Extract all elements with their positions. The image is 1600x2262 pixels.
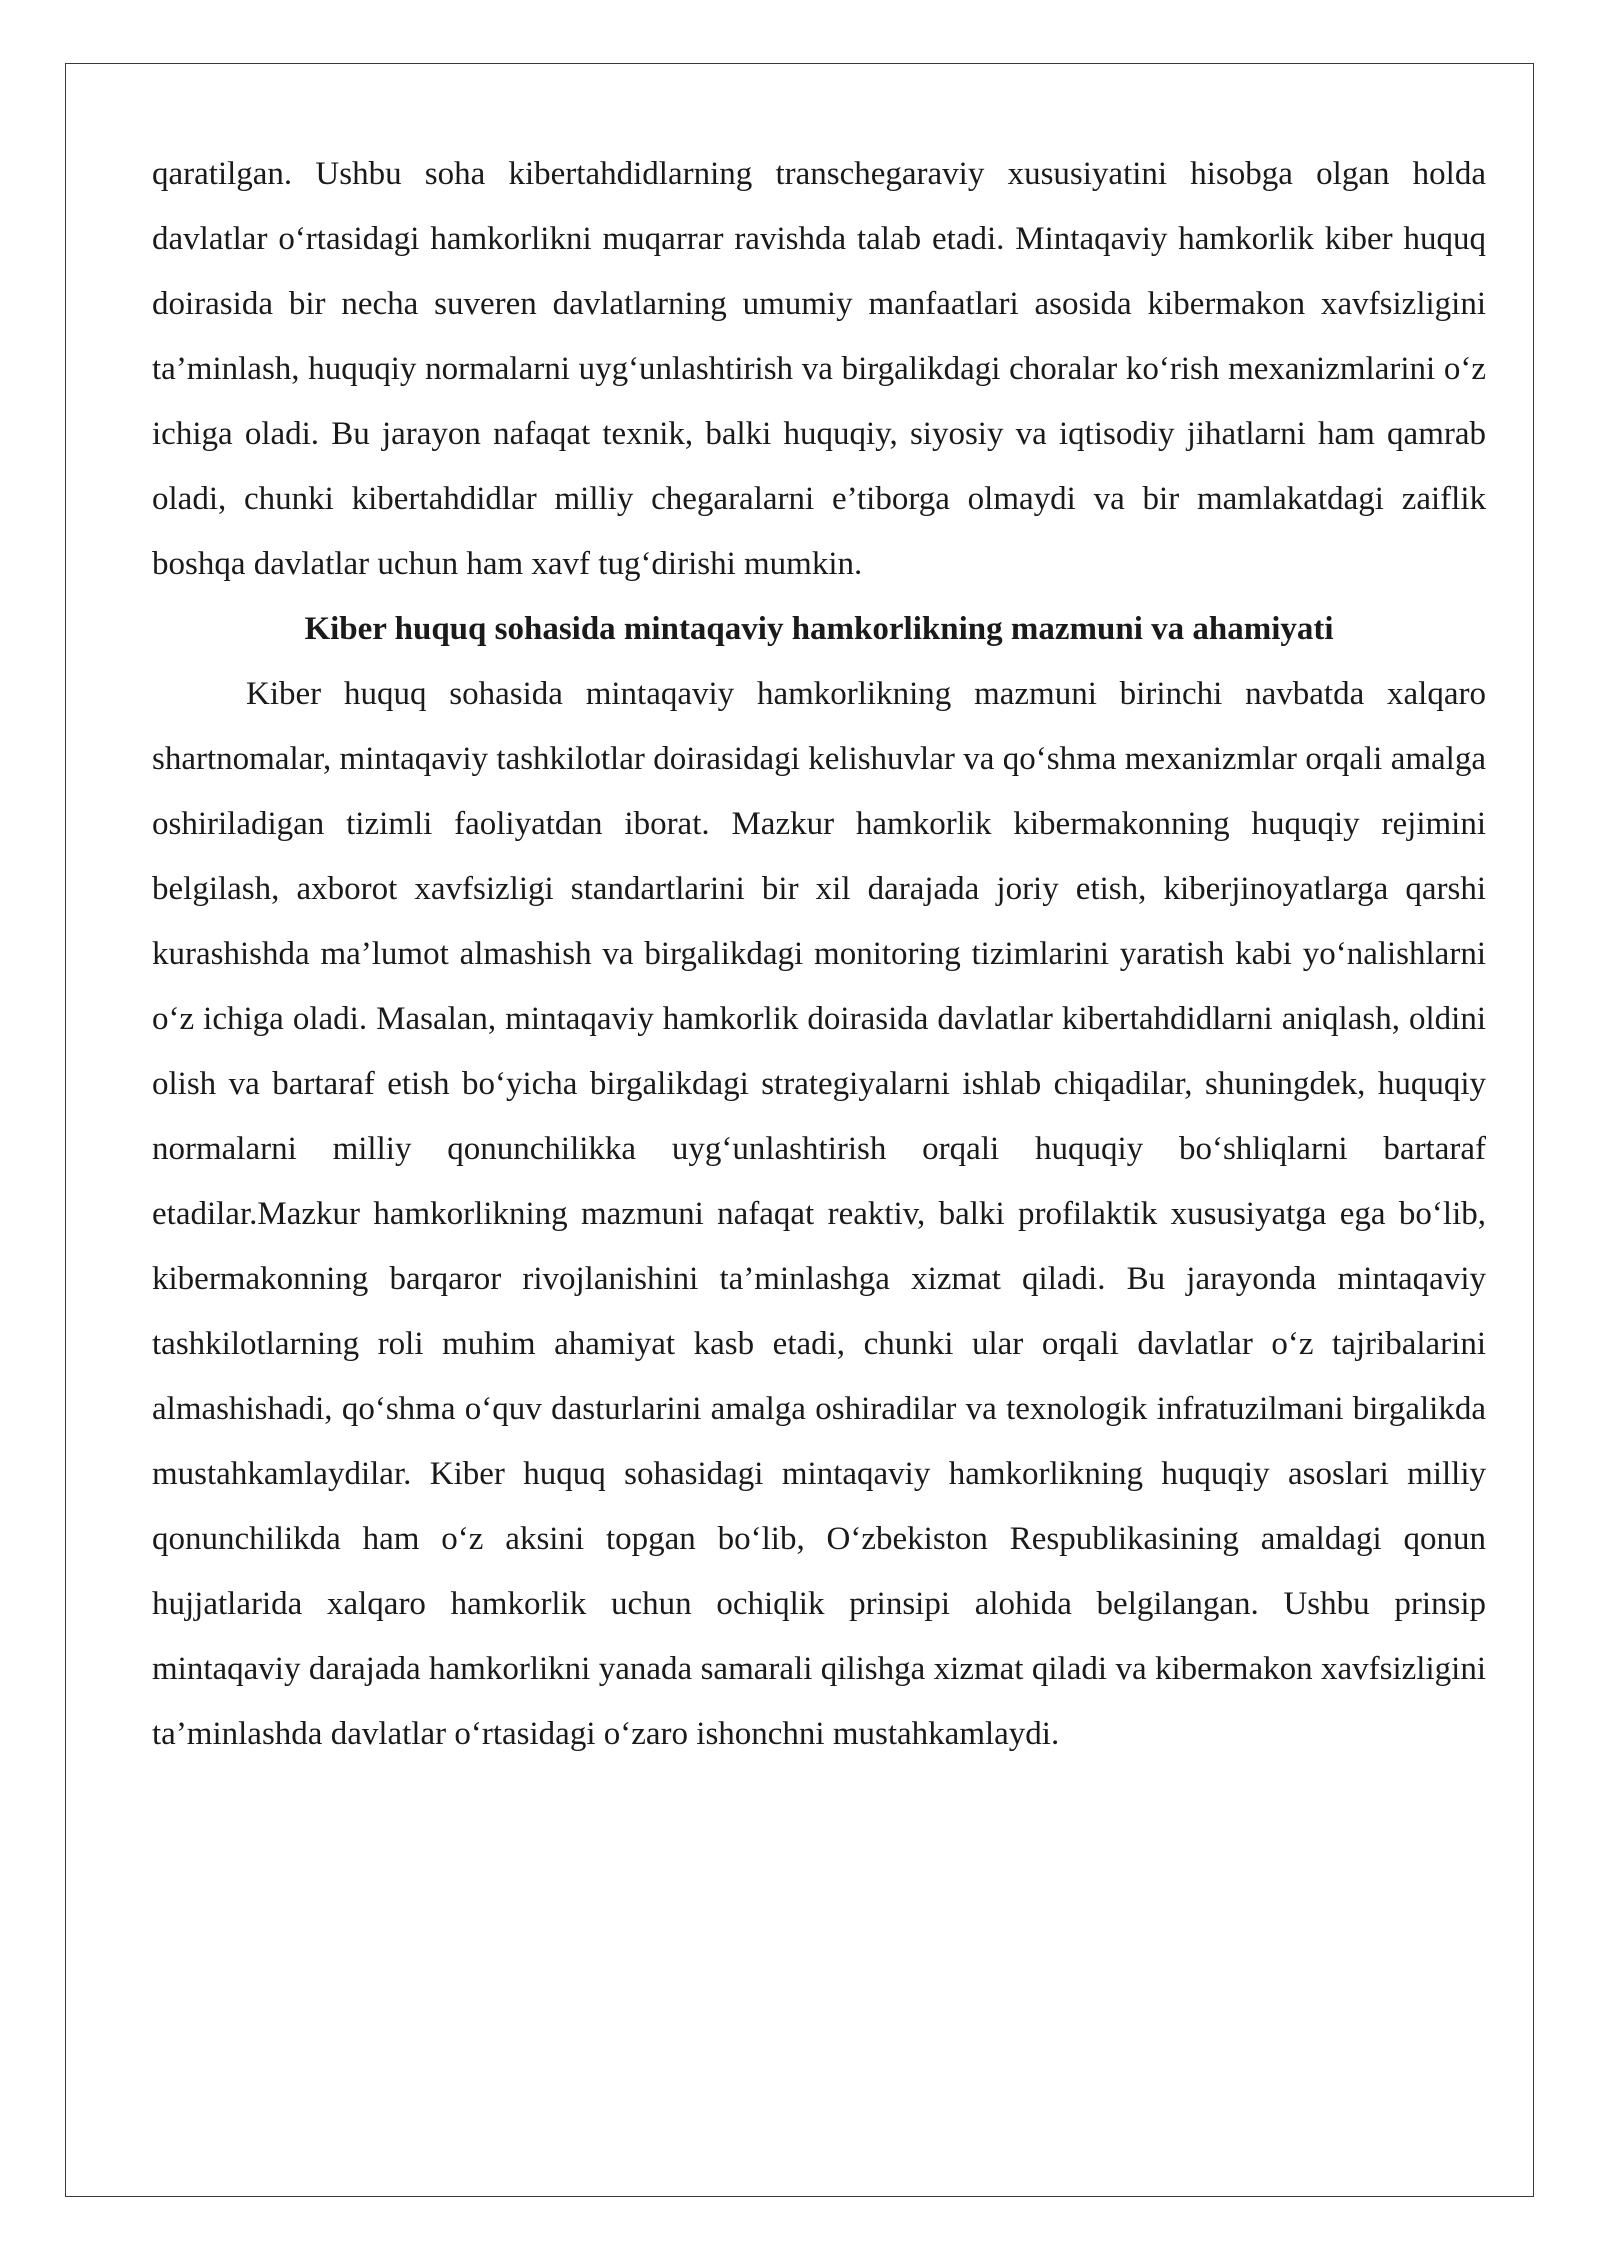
body-paragraph: Kiber huquq sohasida mintaqaviy hamkorlikning mazmuni birinchi navbatda xalqaro shartnomalar, mintaqaviy tashkilotlar doirasidagi kelishuvlar va qo‘shma mexanizmlar orqali amalga oshiriladigan tizimli faoliyatdan iborat. Mazkur hamkorlik kibermakonning huquqiy rejimini belgilash, axborot xavfsizligi standartlarini bir xil darajada joriy etish, kiberjinoyatlarga qarshi kurashishda ma’lumot almashish va birgalikdagi monitoring tizimlarini yaratish kabi yo‘nalishlarni o‘z ichiga oladi. Masalan, mintaqaviy hamkorlik doirasida davlatlar kibertahdidlarni aniqlash, oldini olish va bartaraf etish bo‘yicha birgalikdagi strategiyalarni ishlab chiqadilar, shuningdek, huquqiy normalarni milliy qonunchilikka uyg‘unlashtirish orqali huquqiy bo‘shliqlarni bartaraf etadilar.Mazkur hamkorlikning mazmuni nafaqat reaktiv, balki profilaktik xususiyatga ega bo‘lib, kibermakonning barqaror rivojlanishini ta’minlashga xizmat qiladi. Bu jarayonda mintaqaviy tashkilotlarning roli muhim ahamiyat kasb etadi, chunki ular orqali davlatlar o‘z tajribalarini almashishadi, qo‘shma o‘quv dasturlarini amalga oshiradilar va texnologik infratuzilmani birgalikda mustahkamlaydilar. Kiber huquq sohasidagi mintaqaviy hamkorlikning huquqiy asoslari milliy qonunchilikda ham o‘z aksini topgan bo‘lib, O‘zbekiston Respublikasining amaldagi qonun hujjatlarida xalqaro hamkorlik uchun ochiqlik prinsipi alohida belgilangan. Ushbu prinsip mintaqaviy darajada hamkorlikni yanada samarali qilishga xizmat qiladi va kibermakon xavfsizligini ta’minlashda davlatlar o‘rtasidagi o‘zaro ishonchni mustahkamlaydi. [152, 676, 1486, 1752]
document-body [152, 142, 1486, 1767]
section-heading: Kiber huquq sohasida mintaqaviy hamkorlikning mazmuni va ahamiyati [304, 611, 1334, 647]
body-paragraph: qaratilgan. Ushbu soha kibertahdidlarning transchegaraviy xususiyatini hisobga olgan holda davlatlar o‘rtasidagi hamkorlikni muqarrar ravishda talab etadi. Mintaqaviy hamkorlik kiber huquq doirasida bir necha suveren davlatlarning umumiy manfaatlari asosida kibermakon xavfsizligini ta’minlash, huquqiy normalarni uyg‘unlashtirish va birgalikdagi choralar ko‘rish mexanizmlarini o‘z ichiga oladi. Bu jarayon nafaqat texnik, balki huquqiy, siyosiy va iqtisodiy jihatlarni ham qamrab oladi, chunki kibertahdidlar milliy chegaralarni e’tiborga olmaydi va bir mamlakatdagi zaiflik boshqa davlatlar uchun ham xavf tug‘dirishi mumkin. [152, 156, 1486, 582]
